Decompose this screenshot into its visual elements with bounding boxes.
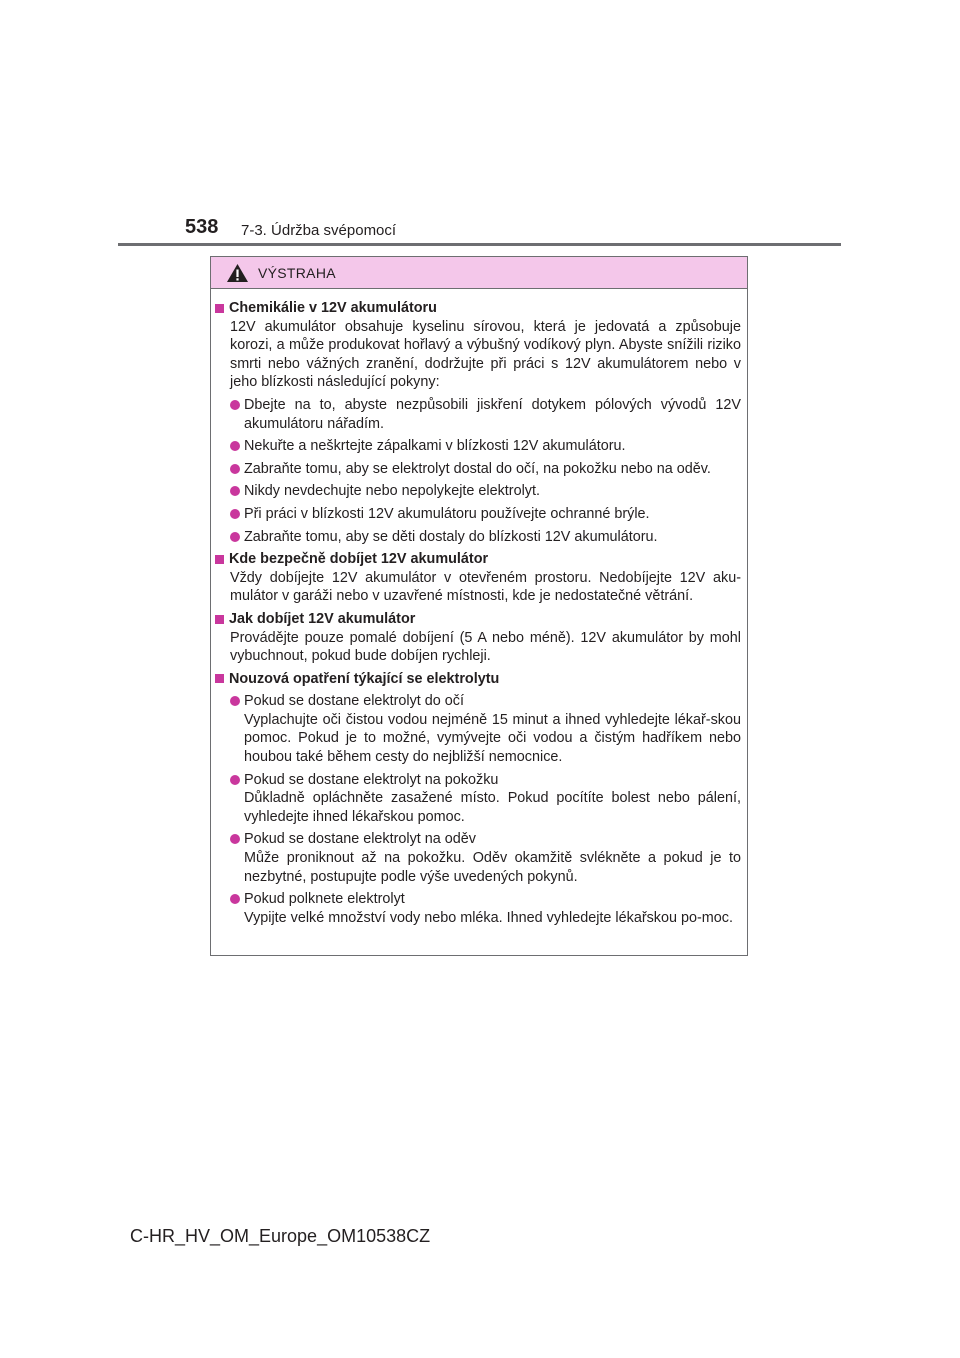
list-item-text: Vyplachujte oči čistou vodou nejméně 15 minut a ihned vyhledejte lékař-skou pomoc. Pokud je to možné, vymývejte oči vodou a čistým hadříkem nebo houbou také během cesty do nejbližší nemocnice.	[244, 711, 741, 766]
section-title: 7-3. Údržba svépomocí	[241, 222, 397, 239]
list-item-body	[244, 890, 741, 927]
square-bullet-icon	[215, 615, 224, 624]
round-bullet-icon	[230, 509, 240, 519]
round-bullet-icon	[230, 775, 240, 785]
warning-triangle-icon	[226, 263, 249, 283]
warning-header	[211, 257, 747, 289]
header-rule	[118, 243, 841, 246]
warning-title: VÝSTRAHA	[258, 264, 336, 281]
list-item	[230, 890, 741, 927]
square-bullet-icon	[215, 304, 224, 313]
list-item-text: Vypijte velké množství vody nebo mléka. Ihned vyhledejte lékařskou po-moc.	[244, 909, 733, 926]
section-heading-text: Chemikálie v 12V akumulátoru	[229, 300, 437, 316]
section-heading-text: Nouzová opatření týkající se elektrolytu	[229, 670, 500, 687]
list-item-lead: Pokud se dostane elektrolyt na oděv	[244, 831, 476, 848]
round-bullet-icon	[230, 696, 240, 706]
list-item-body	[244, 692, 741, 766]
list-item	[230, 396, 741, 433]
list-item-lead: Pokud polknete elektrolyt	[244, 891, 405, 908]
list-item	[230, 437, 741, 456]
round-bullet-icon	[230, 441, 240, 451]
warning-body	[211, 289, 747, 927]
section-heading	[215, 610, 741, 629]
list-item-lead: Pokud se dostane elektrolyt na pokožku	[244, 771, 499, 788]
list-item	[230, 460, 741, 479]
round-bullet-icon	[230, 486, 240, 496]
page-number: 538	[185, 216, 219, 238]
list-item-text: Zabraňte tomu, aby se děti dostaly do blízkosti 12V akumulátoru.	[244, 528, 658, 545]
round-bullet-icon	[230, 400, 240, 410]
warning-box	[210, 256, 748, 956]
warning-section	[215, 299, 741, 546]
list-item-text: Nikdy nevdechujte nebo nepolykejte elektrolyt.	[244, 483, 540, 500]
section-heading-text: Jak dobíjet 12V akumulátor	[229, 610, 416, 627]
section-heading-text: Kde bezpečně dobíjet 12V akumulátor	[229, 551, 489, 568]
list-item	[230, 528, 741, 547]
section-paragraph: 12V akumulátor obsahuje kyselinu sírovou, která je jedovatá a způsobuje korozi, a může produkovat hořlavý a výbušný vodíkový plyn. Abyste snížili riziko smrti nebo vážných zranění, dodržujte při práci s 12V akumulátorem nebo v jeho blízkosti následující pokyny:	[230, 318, 741, 391]
warning-section	[215, 610, 741, 666]
round-bullet-icon	[230, 894, 240, 904]
list-item-text: Nekuřte a neškrtejte zápalkami v blízkosti 12V akumulátoru.	[244, 438, 626, 455]
list-item-body	[244, 830, 741, 886]
list-item-text: Při práci v blízkosti 12V akumulátoru používejte ochranné brýle.	[244, 505, 650, 522]
list-item	[230, 830, 741, 886]
section-paragraph: Provádějte pouze pomalé dobíjení (5 A nebo méně). 12V akumulátor by mohl vybuchnout, pokud bude dobíjen rychleji.	[230, 629, 741, 665]
section-paragraph: Vždy dobíjejte 12V akumulátor v otevřeném prostoru. Nedobíjejte 12V aku-mulátor v garáži nebo v uzavřené místnosti, kde je nedostatečné větrání.	[230, 569, 741, 605]
section-heading	[215, 670, 741, 689]
list-item	[230, 771, 741, 827]
document-code: C-HR_HV_OM_Europe_OM10538CZ	[130, 1226, 431, 1246]
round-bullet-icon	[230, 834, 240, 844]
list-item-text: Dbejte na to, abyste nezpůsobili jiskření dotykem pólových vývodů 12V akumulátoru nářadím.	[244, 396, 741, 432]
square-bullet-icon	[215, 674, 224, 683]
round-bullet-icon	[230, 464, 240, 474]
list-item-body	[244, 771, 741, 827]
section-heading	[215, 299, 741, 318]
warning-section	[215, 550, 741, 606]
round-bullet-icon	[230, 532, 240, 542]
list-item-text: Může proniknout až na pokožku. Oděv okamžitě svlékněte a pokud je to nezbytné, postupujte podle výše uvedených pokynů.	[244, 850, 741, 885]
square-bullet-icon	[215, 555, 224, 564]
list-item	[230, 505, 741, 524]
list-item-lead: Pokud se dostane elektrolyt do očí	[244, 693, 464, 710]
section-heading	[215, 550, 741, 569]
list-item-text: Důkladně opláchněte zasažené místo. Pokud pocítíte bolest nebo pálení, vyhledejte ihned lékařskou pomoc.	[244, 790, 741, 825]
warning-section	[215, 670, 741, 928]
list-item	[230, 692, 741, 766]
list-item	[230, 482, 741, 501]
list-item-text: Zabraňte tomu, aby se elektrolyt dostal do očí, na pokožku nebo na oděv.	[244, 460, 711, 477]
